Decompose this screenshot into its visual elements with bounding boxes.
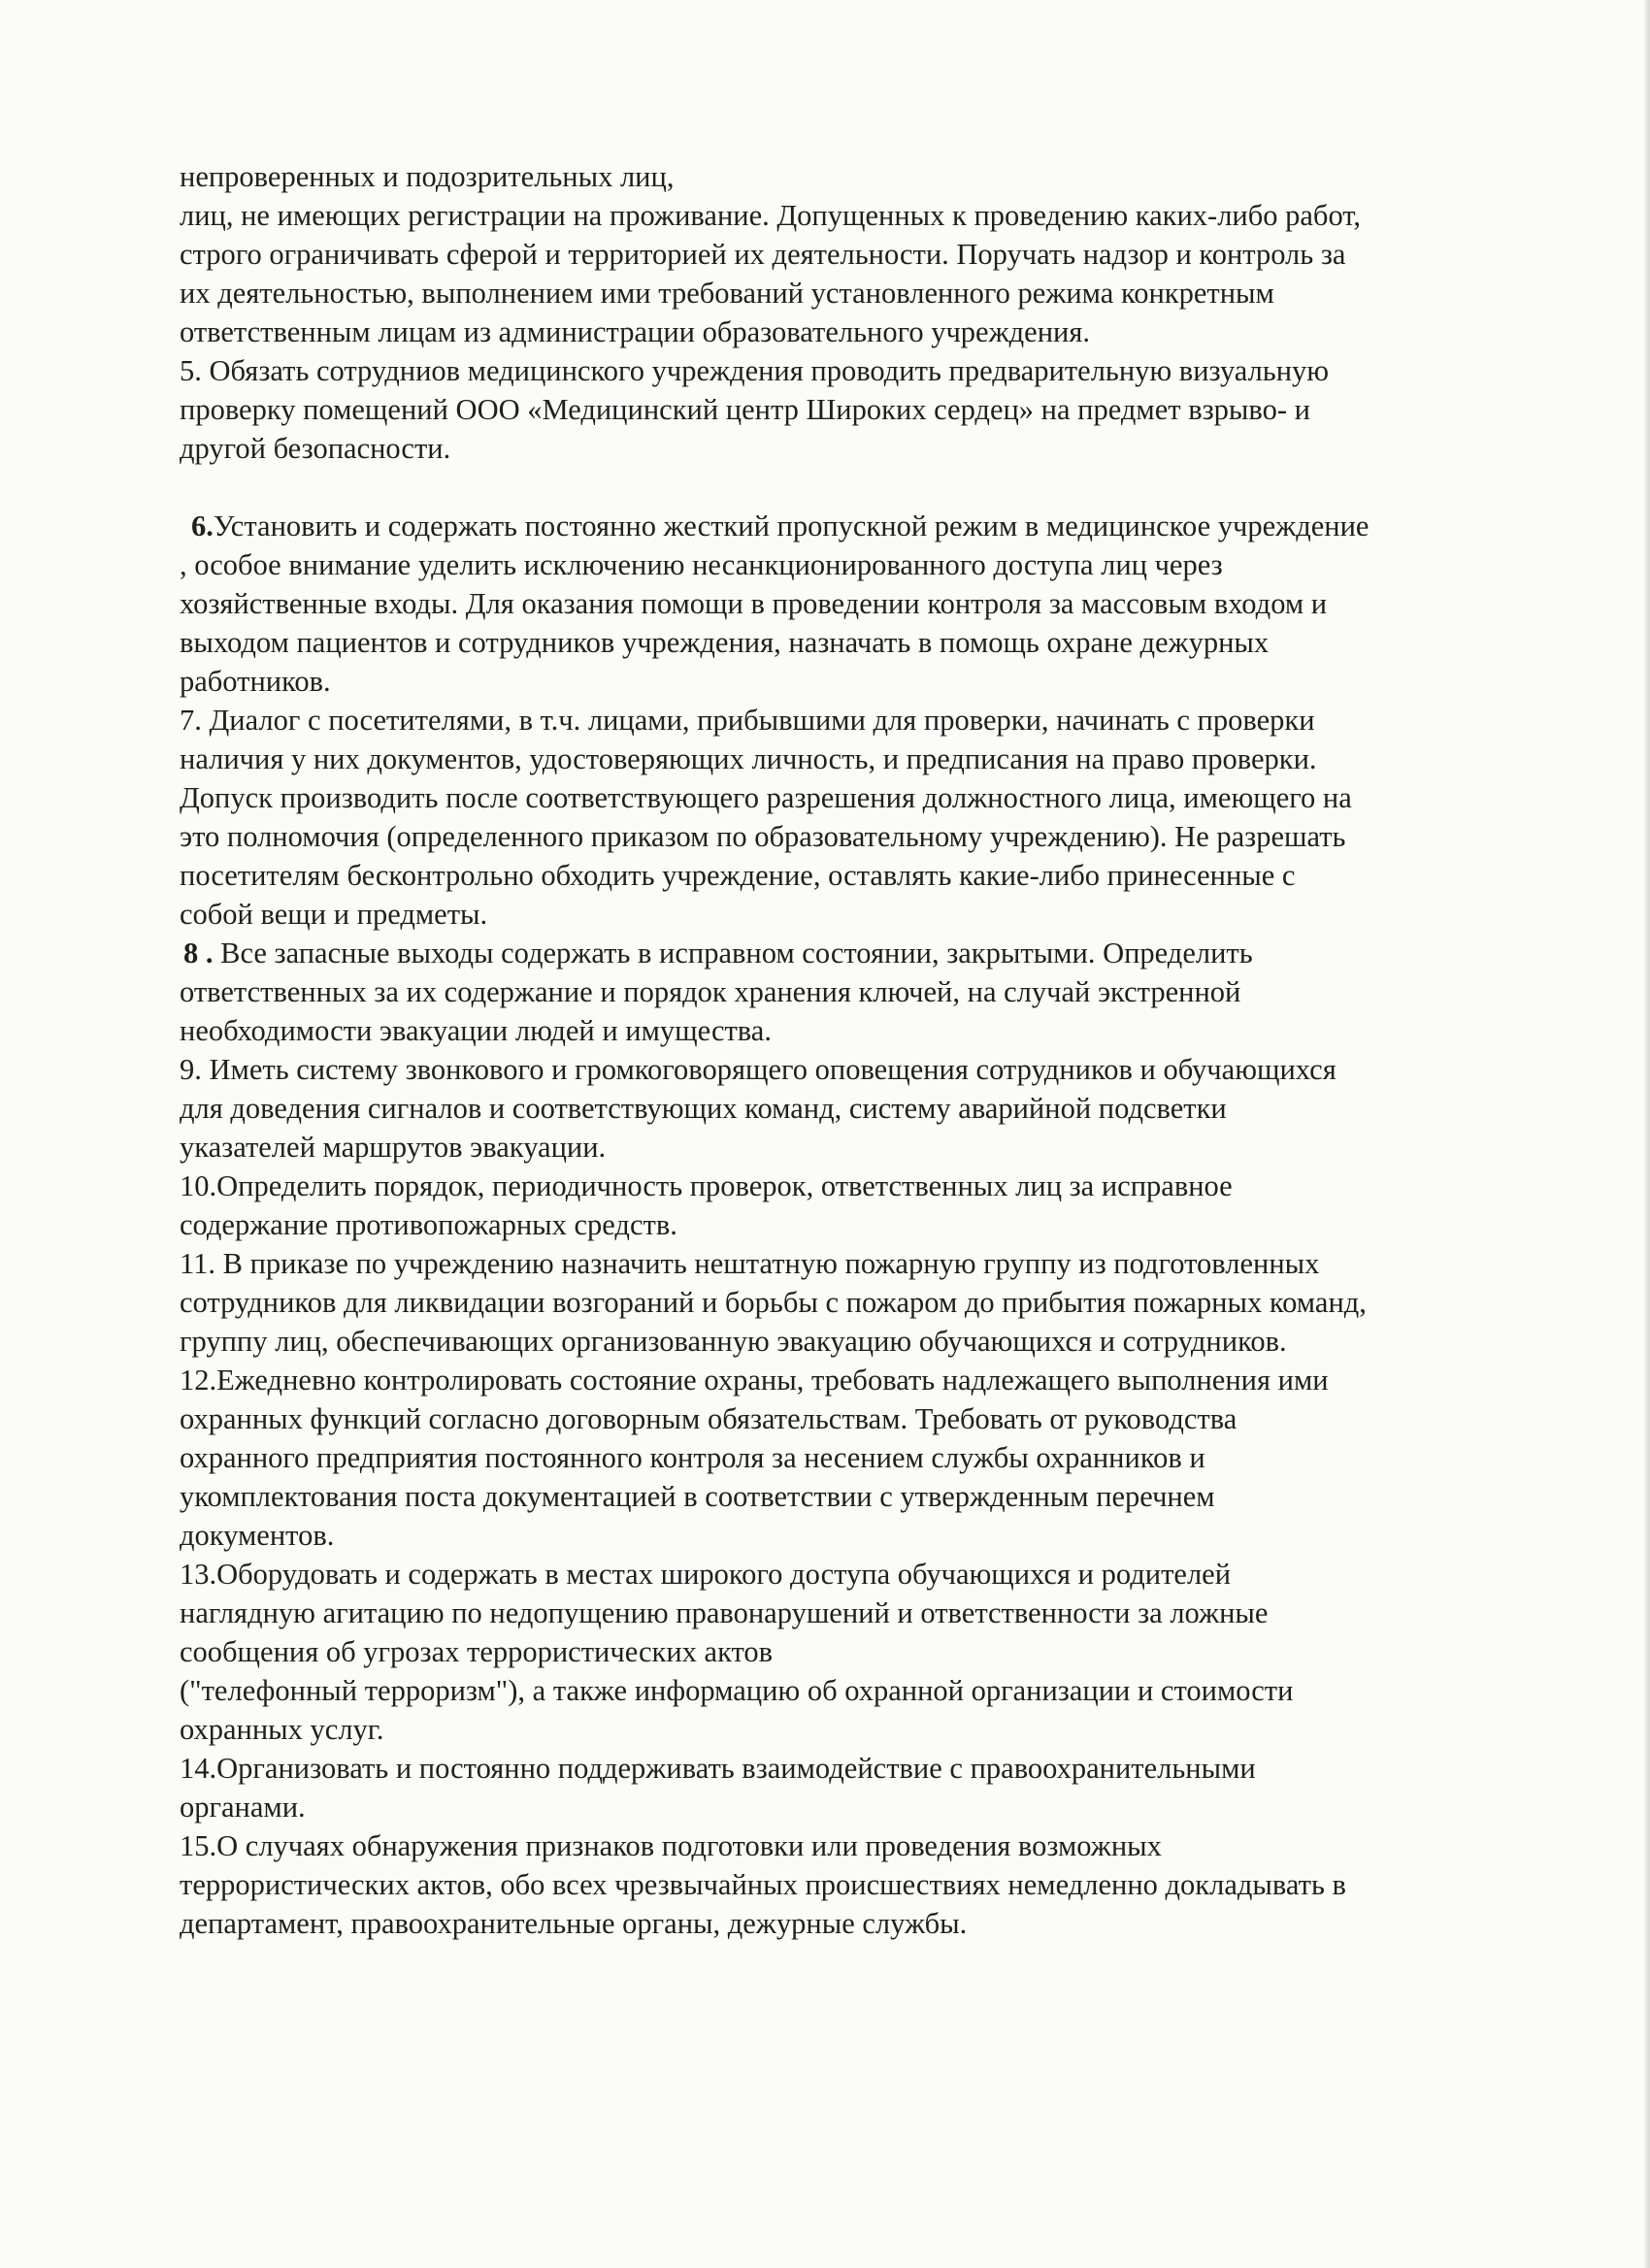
text-line: содержание противопожарных средств. <box>180 1208 677 1241</box>
paragraph-gap <box>180 468 1519 507</box>
text-line: сотрудников для ликвидации возгораний и борьбы с пожаром до прибытия пожарных команд, <box>180 1286 1367 1319</box>
text-line: ответственных за их содержание и порядок хранения ключей, на случай экстренной <box>180 975 1241 1008</box>
text-line: для доведения сигналов и соответствующих команд, систему аварийной подсветки <box>180 1092 1227 1125</box>
text-line: ответственным лицам из администрации образовательного учреждения. <box>180 315 1091 348</box>
text-line: указателей маршрутов эвакуации. <box>180 1131 607 1164</box>
text-line: строго ограничивать сферой и территорией их деятельности. Поручать надзор и контроль за <box>180 238 1346 271</box>
text-line: 13.Оборудовать и содержать в местах широкого доступа обучающихся и родителей <box>180 1558 1232 1591</box>
paragraph-8-first-line <box>180 934 1519 972</box>
text-line: сообщения об угрозах террористических актов <box>180 1635 774 1668</box>
text-line: 14.Организовать и постоянно поддерживать взаимодействие с правоохранительными <box>180 1752 1256 1785</box>
text-line: выходом пациентов и сотрудников учреждения, назначать в помощь охране дежурных <box>180 626 1270 659</box>
text-line: работников. <box>180 665 331 698</box>
paragraph-number: 6. <box>191 509 214 542</box>
text-line: непроверенных и подозрительных лиц, <box>180 160 675 193</box>
scan-edge <box>1644 0 1650 2268</box>
text-line: охранных функций согласно договорным обязательствам. Требовать от руководства <box>180 1402 1238 1435</box>
text-line: 15.О случаях обнаружения признаков подготовки или проведения возможных <box>180 1829 1162 1862</box>
text-line: Допуск производить после соответствующего разрешения должностного лица, имеющего на <box>180 781 1352 814</box>
text-line: Установить и содержать постоянно жесткий пропускной режим в медицинское учреждение <box>213 509 1370 542</box>
text-line: документов. <box>180 1519 335 1552</box>
text-line: укомплектования поста документацией в соответствии с утвержденным перечнем <box>180 1480 1215 1513</box>
text-line: собой вещи и предметы. <box>180 898 488 931</box>
text-line: ("телефонный терроризм"), а также информацию об охранной организации и стоимости <box>180 1674 1294 1707</box>
text-line: 10.Определить порядок, периодичность проверок, ответственных лиц за исправное <box>180 1169 1233 1202</box>
text-line: органами. <box>180 1791 306 1824</box>
text-line: 5. Обязать сотрудниов медицинского учреждения проводить предварительную визуальную <box>180 354 1330 387</box>
document-body <box>180 157 1519 1943</box>
text-line: это полномочия (определенного приказом по образовательному учреждению). Не разрешать <box>180 820 1346 853</box>
text-line: хозяйственные входы. Для оказания помощи в проведении контроля за массовым входом и <box>180 587 1328 620</box>
text-line: охранных услуг. <box>180 1713 384 1746</box>
text-line: департамент, правоохранительные органы, дежурные службы. <box>180 1907 968 1940</box>
text-line: другой безопасности. <box>180 432 451 465</box>
text-line: наличия у них документов, удостоверяющих личность, и предписания на право проверки. <box>180 742 1317 775</box>
text-line: лиц, не имеющих регистрации на проживание. Допущенных к проведению каких-либо работ, <box>180 199 1361 232</box>
text-line: , особое внимание уделить исключению несанкционированного доступа лиц через <box>180 548 1223 581</box>
text-line: группу лиц, обеспечивающих организованную эвакуацию обучающихся и сотрудников. <box>180 1325 1287 1358</box>
text-line: необходимости эвакуации людей и имущества. <box>180 1014 772 1047</box>
text-line: 12.Ежедневно контролировать состояние охраны, требовать надлежащего выполнения ими <box>180 1364 1329 1397</box>
text-line: наглядную агитацию по недопущению правонарушений и ответственности за ложные <box>180 1596 1269 1629</box>
text-line: Все запасные выходы содержать в исправном состоянии, закрытыми. Определить <box>213 937 1253 970</box>
text-line: террористических актов, обо всех чрезвычайных происшествиях немедленно докладывать в <box>180 1868 1346 1901</box>
paragraph-number: 8 . <box>183 937 214 970</box>
paragraph-6-first-line <box>180 507 1519 545</box>
text-line: проверку помещений ООО «Медицинский центр Широких сердец» на предмет взрыво- и <box>180 393 1310 426</box>
text-line: посетителям бесконтрольно обходить учреждение, оставлять какие-либо принесенные с <box>180 859 1296 892</box>
text-line: 11. В приказе по учреждению назначить нештатную пожарную группу из подготовленных <box>180 1247 1320 1280</box>
text-line: 9. Иметь систему звонкового и громкоговорящего оповещения сотрудников и обучающихся <box>180 1053 1336 1086</box>
text-line: 7. Диалог с посетителями, в т.ч. лицами, прибывшими для проверки, начинать с проверки <box>180 704 1315 737</box>
text-line: охранного предприятия постоянного контроля за несением службы охранников и <box>180 1441 1205 1474</box>
text-line: их деятельностью, выполнением ими требований установленного режима конкретным <box>180 277 1274 310</box>
